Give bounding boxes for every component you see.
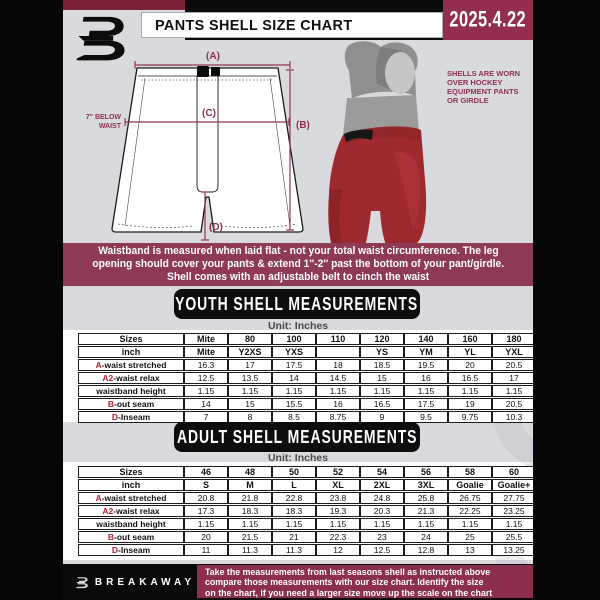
value-cell: 1.15 <box>316 385 360 397</box>
value-cell: 1.15 <box>448 385 492 397</box>
value-cell: 25 <box>448 531 492 543</box>
row-label-cell: D-Inseam <box>78 411 184 423</box>
footer-line: Take the measurements from last seasons shell as instructed above <box>205 567 491 577</box>
value-cell: 20.5 <box>492 359 533 371</box>
value-cell: 50 <box>272 466 316 478</box>
value-cell: 19.5 <box>404 359 448 371</box>
adult-banner-text: ADULT SHELL MEASUREMENTS <box>176 426 418 448</box>
value-cell: S <box>184 479 228 491</box>
value-cell: Y2XS <box>228 346 272 358</box>
value-cell: 180 <box>492 333 533 345</box>
table-header-row <box>78 333 533 345</box>
value-cell: 60 <box>492 466 533 478</box>
value-cell: 15 <box>228 398 272 410</box>
row-label-cell: A-waist stretched <box>78 492 184 504</box>
value-cell: 19 <box>448 398 492 410</box>
breakaway-logo-icon <box>75 570 89 594</box>
value-cell: 18.5 <box>360 359 404 371</box>
value-cell: 12 <box>316 544 360 556</box>
value-cell: 56 <box>404 466 448 478</box>
value-cell: XL <box>316 479 360 491</box>
value-cell: 58 <box>448 466 492 478</box>
value-cell: Mite <box>184 346 228 358</box>
adult-section-banner <box>176 424 418 450</box>
value-cell <box>316 346 360 358</box>
value-cell: 8 <box>228 411 272 423</box>
value-cell: 24 <box>404 531 448 543</box>
table-row <box>78 531 533 543</box>
waistband-note-line: opening should cover your pants & extend 1''-2'' past the bottom of your pant/girdle. <box>92 258 504 270</box>
value-cell: 120 <box>360 333 404 345</box>
value-cell: 7 <box>184 411 228 423</box>
table-row <box>78 398 533 410</box>
waistband-note-line: Shell comes with an adjustable belt to cinch the waist <box>166 271 430 283</box>
value-cell: 20 <box>448 359 492 371</box>
value-cell: 18.3 <box>228 505 272 517</box>
row-label-cell: waistband height <box>78 385 184 397</box>
table-header-row <box>78 479 533 491</box>
value-cell: 24.8 <box>360 492 404 504</box>
dim-label-c: (C) <box>202 108 216 119</box>
row-label-cell: Sizes <box>78 466 184 478</box>
value-cell: 12.8 <box>404 544 448 556</box>
value-cell: 1.15 <box>360 518 404 530</box>
value-cell: 1.15 <box>404 518 448 530</box>
value-cell: 20.8 <box>184 492 228 504</box>
breakaway-logo-icon <box>73 9 129 63</box>
youth-measurements-table <box>78 332 533 424</box>
value-cell: 18.3 <box>272 505 316 517</box>
value-cell: 160 <box>448 333 492 345</box>
youth-section-banner <box>176 291 418 317</box>
row-label-cell: A2-waist relax <box>78 505 184 517</box>
value-cell: L <box>272 479 316 491</box>
value-cell: 13 <box>448 544 492 556</box>
value-cell: 23 <box>360 531 404 543</box>
value-cell: 10.3 <box>492 411 533 423</box>
page-title-box <box>141 12 443 38</box>
value-cell: 22.8 <box>272 492 316 504</box>
belt-buckle-icon <box>197 66 220 77</box>
value-cell: 1.15 <box>228 385 272 397</box>
value-cell: 17.3 <box>184 505 228 517</box>
value-cell: 13.5 <box>228 372 272 384</box>
row-label-cell: B-out seam <box>78 398 184 410</box>
photo-caption: SHELLS ARE WORN OVER HOCKEY EQUIPMENT PANTS OR GIRDLE <box>447 69 521 105</box>
value-cell: 9 <box>360 411 404 423</box>
value-cell: 17 <box>492 372 533 384</box>
table-row <box>78 411 533 423</box>
date-text: 2025.4.22 <box>449 7 527 32</box>
value-cell: 19.3 <box>316 505 360 517</box>
value-cell: 17.5 <box>404 398 448 410</box>
value-cell: Goalie <box>448 479 492 491</box>
value-cell: 13.25 <box>492 544 533 556</box>
table-row <box>78 492 533 504</box>
row-label-cell: waistband height <box>78 518 184 530</box>
value-cell: 54 <box>360 466 404 478</box>
youth-banner-text: YOUTH SHELL MEASUREMENTS <box>175 293 419 315</box>
dim-label-d: (D) <box>209 222 223 233</box>
row-label-cell: A-waist stretched <box>78 359 184 371</box>
value-cell: 9.5 <box>404 411 448 423</box>
value-cell: 100 <box>272 333 316 345</box>
value-cell: 18 <box>316 359 360 371</box>
value-cell: 21 <box>272 531 316 543</box>
table-row <box>78 518 533 530</box>
value-cell: 16 <box>316 398 360 410</box>
value-cell: 23.8 <box>316 492 360 504</box>
value-cell: 1.15 <box>184 385 228 397</box>
value-cell: 15.5 <box>272 398 316 410</box>
value-cell: 9.75 <box>448 411 492 423</box>
value-cell: 21.8 <box>228 492 272 504</box>
table-row <box>78 372 533 384</box>
value-cell: YM <box>404 346 448 358</box>
value-cell: 14 <box>184 398 228 410</box>
value-cell: 14 <box>272 372 316 384</box>
value-cell: 46 <box>184 466 228 478</box>
page-title: PANTS SHELL SIZE CHART <box>155 16 353 34</box>
value-cell: 15 <box>360 372 404 384</box>
waist-note-line1: 7" BELOW <box>85 114 121 121</box>
pants-outline-drawing <box>112 66 303 232</box>
value-cell: 16.5 <box>360 398 404 410</box>
footer-line: compare those measurements with our size chart. Identify the size <box>205 577 484 588</box>
value-cell: 11.3 <box>272 544 316 556</box>
value-cell: 22.3 <box>316 531 360 543</box>
value-cell: 20.5 <box>492 398 533 410</box>
footer-instructions <box>197 565 533 598</box>
dim-label-a: (A) <box>206 51 220 62</box>
value-cell: Goalie+ <box>492 479 533 491</box>
table-row <box>78 385 533 397</box>
value-cell: YXS <box>272 346 316 358</box>
value-cell: 1.15 <box>184 518 228 530</box>
value-cell: 1.15 <box>492 385 533 397</box>
table-header-row <box>78 346 533 358</box>
value-cell: 8.5 <box>272 411 316 423</box>
waist-note-line2: WAIST <box>98 123 121 130</box>
value-cell: 25.8 <box>404 492 448 504</box>
measurement-diagram <box>63 40 533 245</box>
value-cell: 48 <box>228 466 272 478</box>
value-cell: 8.75 <box>316 411 360 423</box>
table-row <box>78 505 533 517</box>
value-cell: 17 <box>228 359 272 371</box>
value-cell: 21.3 <box>404 505 448 517</box>
value-cell: 23.25 <box>492 505 533 517</box>
value-cell: 1.15 <box>360 385 404 397</box>
value-cell: 20 <box>184 531 228 543</box>
value-cell: 110 <box>316 333 360 345</box>
value-cell: 3XL <box>404 479 448 491</box>
page-content <box>63 0 533 600</box>
value-cell: 12.5 <box>360 544 404 556</box>
row-label-cell: D-Inseam <box>78 544 184 556</box>
value-cell: 14.5 <box>316 372 360 384</box>
row-label-cell: inch <box>78 346 184 358</box>
value-cell: 140 <box>404 333 448 345</box>
waistband-note-line: Waistband is measured when laid flat - not your total waist circumference. The leg <box>97 245 499 257</box>
value-cell: M <box>228 479 272 491</box>
value-cell: YS <box>360 346 404 358</box>
value-cell: Mite <box>184 333 228 345</box>
value-cell: 21.5 <box>228 531 272 543</box>
value-cell: 26.75 <box>448 492 492 504</box>
row-label-cell: A2-waist relax <box>78 372 184 384</box>
table-header-row <box>78 466 533 478</box>
value-cell: 17.5 <box>272 359 316 371</box>
waistband-note-band <box>63 243 533 286</box>
value-cell: 16.3 <box>184 359 228 371</box>
value-cell: 52 <box>316 466 360 478</box>
row-label-cell: Sizes <box>78 333 184 345</box>
value-cell: 1.15 <box>272 518 316 530</box>
footer-line: on the chart, if you need a larger size move up the scale on the chart <box>205 587 493 598</box>
table-row <box>78 544 533 556</box>
brand-name: BREAKAWAY <box>94 576 195 588</box>
youth-unit-label: Unit: Inches <box>267 320 329 332</box>
footer-brand <box>75 568 195 596</box>
value-cell: 2XL <box>360 479 404 491</box>
table-row <box>78 359 533 371</box>
date-badge <box>443 0 533 40</box>
value-cell: YXL <box>492 346 533 358</box>
value-cell: 1.15 <box>228 518 272 530</box>
value-cell: 16.5 <box>448 372 492 384</box>
value-cell: 16 <box>404 372 448 384</box>
value-cell: 25.5 <box>492 531 533 543</box>
adult-unit-label: Unit: Inches <box>267 452 329 464</box>
value-cell: 27.75 <box>492 492 533 504</box>
value-cell: 20.3 <box>360 505 404 517</box>
value-cell: 1.15 <box>316 518 360 530</box>
adult-measurements-table <box>78 465 533 557</box>
value-cell: 1.15 <box>448 518 492 530</box>
value-cell: 1.15 <box>404 385 448 397</box>
shell-photo <box>328 41 426 245</box>
value-cell: 22.25 <box>448 505 492 517</box>
value-cell: YL <box>448 346 492 358</box>
value-cell: 1.15 <box>492 518 533 530</box>
row-label-cell: B-out seam <box>78 531 184 543</box>
value-cell: 80 <box>228 333 272 345</box>
dim-label-b: (B) <box>296 120 310 131</box>
value-cell: 11 <box>184 544 228 556</box>
value-cell: 12.5 <box>184 372 228 384</box>
value-cell: 1.15 <box>272 385 316 397</box>
value-cell: 11.3 <box>228 544 272 556</box>
row-label-cell: inch <box>78 479 184 491</box>
